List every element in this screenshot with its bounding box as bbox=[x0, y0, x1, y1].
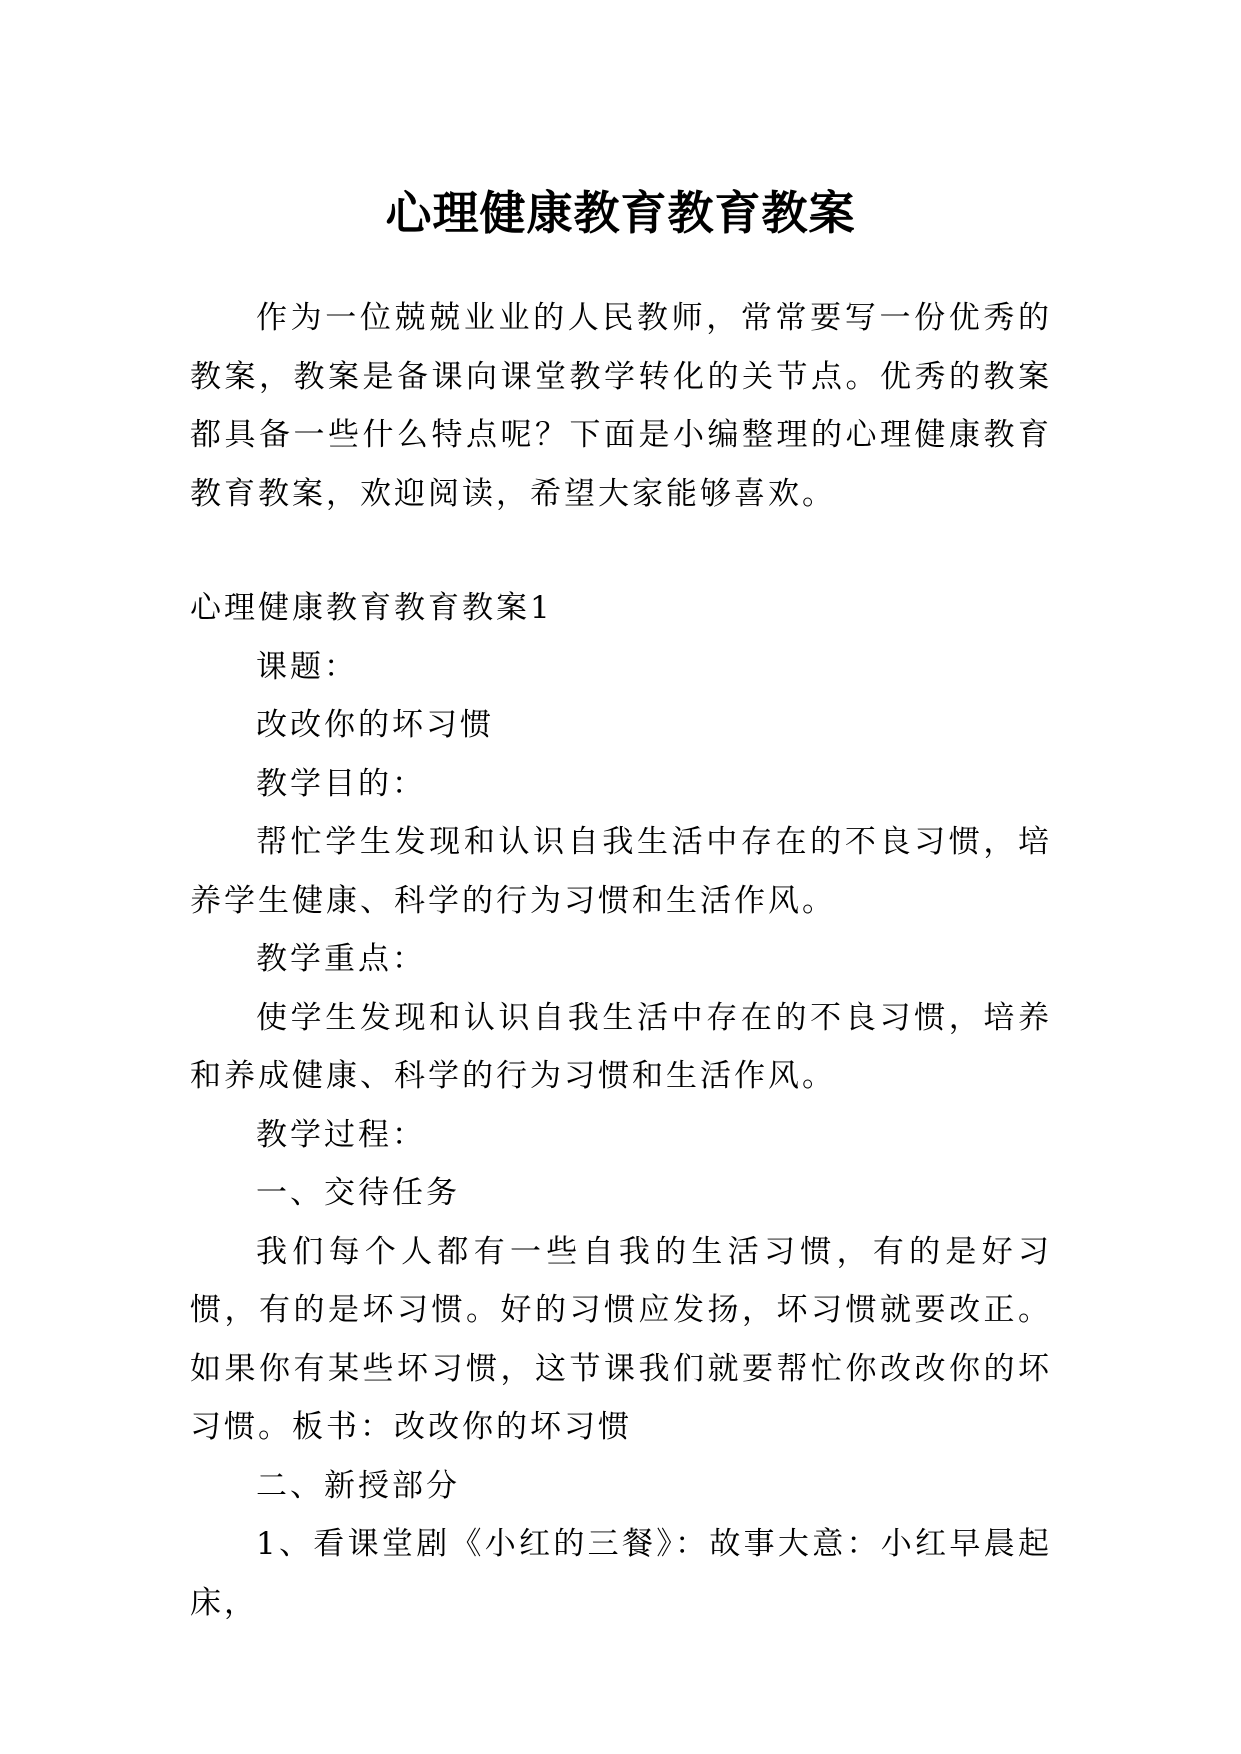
paragraph-step-two-text: 1、看课堂剧《小红的三餐》：故事大意：小红早晨起床， bbox=[190, 1526, 1052, 1621]
paragraph-step-one-text: 我们每个人都有一些自我的生活习惯，有的是好习惯，有的是坏习惯。好的习惯应发扬，坏习惯就要改正。如果你有某些坏习惯，这节课我们就要帮忙你改改你的坏习惯。板书：改改你的坏习惯 bbox=[190, 1233, 1052, 1445]
paragraph-lesson-label: 课题： bbox=[256, 648, 358, 685]
paragraph-step-one-heading: 一、交待任务 bbox=[256, 1175, 460, 1211]
paragraph-process-label: 教学过程： bbox=[256, 1116, 426, 1153]
section-heading: 心理健康教育教育教案1 bbox=[190, 590, 553, 626]
paragraph-objective-label: 教学目的： bbox=[256, 765, 426, 802]
paragraph-keypoint-label: 教学重点： bbox=[256, 941, 426, 977]
paragraph-lesson-topic: 改改你的坏习惯 bbox=[256, 707, 494, 743]
paragraph-objective-text: 帮忙学生发现和认识自我生活中存在的不良习惯，培养学生健康、科学的行为习惯和生活作风。 bbox=[190, 824, 1052, 919]
paragraph-keypoint-text: 使学生发现和认识自我生活中存在的不良习惯，培养和养成健康、科学的行为习惯和生活作风。 bbox=[190, 999, 1052, 1094]
intro-paragraph: 作为一位兢兢业业的人民教师，常常要写一份优秀的教案，教案是备课向课堂教学转化的关节点。优秀的教案都具备一些什么特点呢？下面是小编整理的心理健康教育教育教案，欢迎阅读，希望大家能够喜欢。 bbox=[190, 300, 1052, 512]
document-title: 心理健康教育教育教案 bbox=[385, 185, 856, 240]
paragraph-step-two-heading: 二、新授部分 bbox=[256, 1467, 460, 1504]
document-body bbox=[190, 289, 1052, 1632]
